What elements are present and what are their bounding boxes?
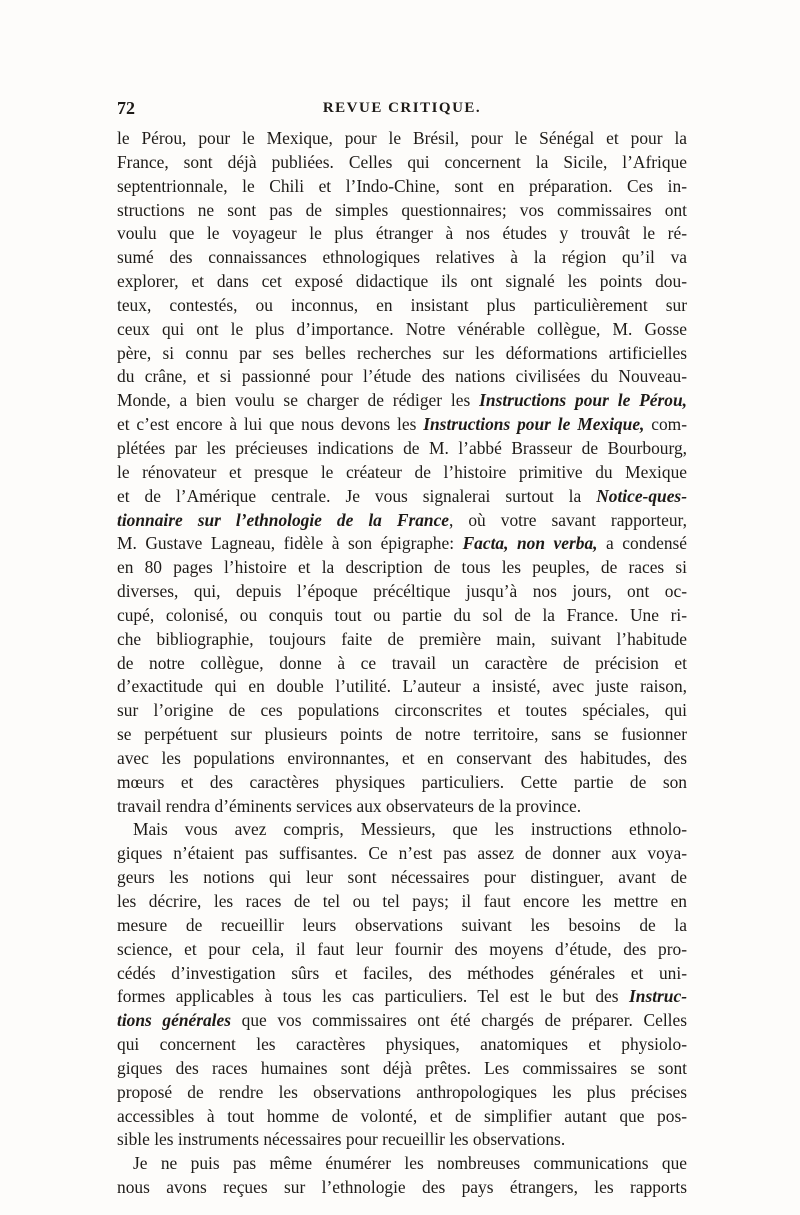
text-line: diverses, qui, depuis l’époque précéltique jusqu’à nos jours, ont oc-	[117, 581, 687, 602]
text-line	[117, 1009, 687, 1033]
text-line	[117, 413, 687, 437]
text-line: sumé des connaissances ethnologiques relatives à la région qu’il va	[117, 247, 687, 268]
text-line	[117, 509, 687, 533]
text-line: nous avons reçues sur l’ethnologie des pays étrangers, les rapports	[117, 1177, 687, 1198]
text-line: de notre collègue, donne à ce travail un caractère de précision et	[117, 652, 687, 673]
running-head	[117, 98, 687, 122]
text-line: structions ne sont pas de simples questionnaires; vos commissaires ont	[117, 199, 687, 220]
italic-title: Facta, non verba,	[462, 533, 598, 554]
text-line: sur l’origine de ces populations circonscrites et toutes spéciales, qui	[117, 700, 687, 721]
text-run: , où votre savant rapporteur,	[449, 509, 687, 530]
text-line: le rénovateur et presque le créateur de l’histoire primitive du Mexique	[117, 461, 687, 482]
body-text	[117, 127, 687, 1200]
text-line: cupé, colonisé, ou conquis tout ou partie du sol de la France. Une ri-	[117, 604, 687, 625]
text-run: Monde, a bien voulu se charger de rédiger les	[117, 390, 480, 411]
text-line	[117, 985, 687, 1009]
text-line: plétées par les précieuses indications de M. l’abbé Brasseur de Bourbourg,	[117, 437, 687, 458]
text-run: M. Gustave Lagneau, fidèle à son épigraphe:	[117, 533, 463, 554]
text-line: du crâne, et si passionné pour l’étude des nations civilisées du Nouveau-	[117, 366, 687, 387]
text-line	[117, 532, 687, 556]
italic-title: tionnaire sur l’ethnologie de la France	[117, 509, 450, 530]
italic-title: Instructions pour le Mexique,	[423, 414, 645, 435]
text-line: cédés d’investigation sûrs et faciles, des méthodes générales et uni-	[117, 962, 687, 983]
text-line: Je ne puis pas même énumérer les nombreuses communications que	[133, 1153, 687, 1174]
text-line: France, sont déjà publiées. Celles qui concernent la Sicile, l’Afrique	[117, 151, 687, 172]
text-line: d’exactitude qui en double l’utilité. L’auteur a insisté, avec juste raison,	[117, 676, 687, 697]
text-line: science, et pour cela, il faut leur fournir des moyens d’étude, des pro-	[117, 938, 687, 959]
italic-title: Notice-ques-	[596, 485, 687, 506]
text-line: proposé de rendre les observations anthropologiques les plus précises	[117, 1081, 687, 1102]
text-line: travail rendra d’éminents services aux observateurs de la province.	[117, 795, 582, 816]
text-run: com-	[644, 414, 687, 435]
text-line: teux, contestés, ou inconnus, en insistant plus particulièrement sur	[117, 294, 687, 315]
text-line: septentrionnale, le Chili et l’Indo-Chine, sont en préparation. Ces in-	[117, 175, 687, 196]
journal-title: REVUE CRITIQUE.	[322, 100, 482, 116]
text-line: explorer, et dans cet exposé didactique ils ont signalé les points dou-	[117, 271, 687, 292]
italic-title: Instructions pour le Pérou,	[479, 390, 687, 411]
text-run: que vos commissaires ont été chargés de préparer. Celles	[231, 1010, 687, 1031]
text-line: che bibliographie, toujours faite de première main, suivant l’habitude	[117, 628, 687, 649]
text-run: formes applicables à tous les cas particuliers. Tel est le but des	[117, 986, 629, 1007]
text-run: et c’est encore à lui que nous devons les	[117, 414, 424, 435]
text-line: mesure de recueillir leurs observations suivant les besoins de la	[117, 914, 687, 935]
text-line: mœurs et des caractères physiques particuliers. Cette partie de son	[117, 771, 687, 792]
text-line: voulu que le voyageur le plus étranger à nos études y trouvât le ré-	[117, 223, 687, 244]
italic-title: tions générales	[117, 1010, 232, 1031]
text-line: qui concernent les caractères physiques, anatomiques et physiolo-	[117, 1034, 687, 1055]
text-line: en 80 pages l’histoire et la description de tous les peuples, de races si	[117, 557, 687, 578]
text-line: sible les instruments nécessaires pour recueillir les observations.	[117, 1129, 566, 1150]
text-line: ceux qui ont le plus d’importance. Notre vénérable collègue, M. Gosse	[117, 318, 687, 339]
text-line: accessibles à tout homme de volonté, et de simplifier autant que pos-	[117, 1105, 687, 1126]
italic-title: Instruc-	[629, 986, 687, 1007]
text-line: giques n’étaient pas suffisantes. Ce n’est pas assez de donner aux voya-	[117, 843, 687, 864]
text-line: Mais vous avez compris, Messieurs, que les instructions ethnolo-	[133, 819, 687, 840]
text-line	[117, 485, 687, 509]
text-run: a condensé	[597, 533, 687, 554]
text-line: les décrire, les races de tel ou tel pays; il faut encore les mettre en	[117, 891, 687, 911]
text-line: geurs les notions qui leur sont nécessaires pour distinguer, avant de	[117, 867, 687, 888]
text-line	[117, 389, 687, 413]
text-line: se perpétuent sur plusieurs points de notre territoire, sans se fusionner	[117, 724, 687, 745]
text-line: le Pérou, pour le Mexique, pour le Brésil, pour le Sénégal et pour la	[117, 128, 687, 148]
text-line: avec les populations environnantes, et en conservant des habitudes, des	[117, 747, 687, 768]
text-line: père, si connu par ses belles recherches sur les déformations artificielles	[117, 342, 687, 363]
text-line: giques des races humaines sont déjà prêtes. Les commissaires se sont	[117, 1057, 687, 1078]
text-run: et de l’Amérique centrale. Je vous signalerai surtout la	[117, 485, 597, 506]
page-number: 72	[117, 98, 135, 118]
